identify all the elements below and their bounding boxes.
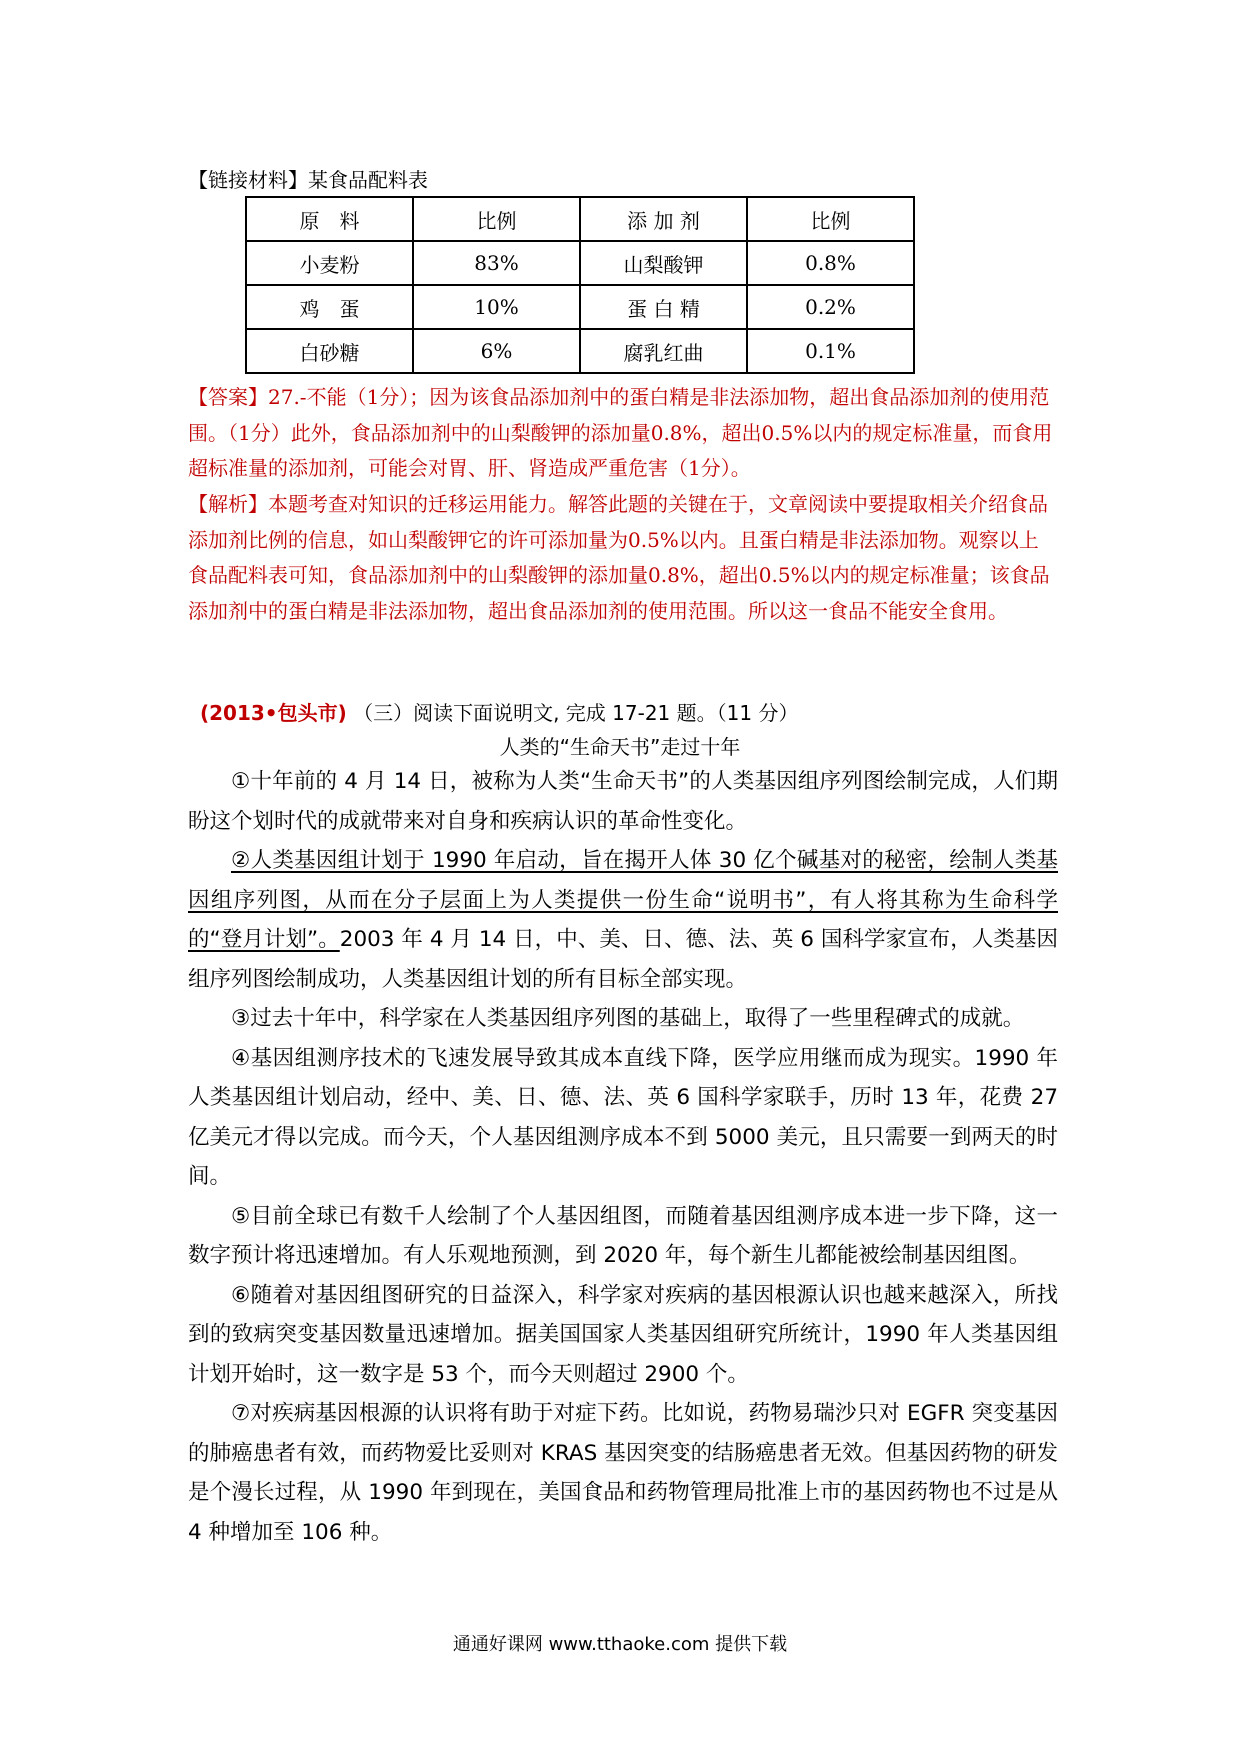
footer: 通通好课网 www.tthaoke.com 提供下载 bbox=[452, 1634, 788, 1655]
paragraph-7: ⑦对疾病基因根源的认识将有助于对症下药。比如说，药物易瑞沙只对 EGFR 突变基因的肺癌患者有效，而药物爱比妥则对 KRAS 基因突变的结肠癌患者无效。但基因药物的研发是个漫长过程，从 1990 年到现在，美国食品和药物管理局批准上市的基因药物也不过是从 4 种增加至 106 种。 bbox=[188, 1401, 1058, 1545]
paragraph-1: ①十年前的 4 月 14 日，被称为人类“生命天书”的人类基因组序列图绘制完成，人们期盼这个划时代的成就带来对自身和疾病认识的革命性变化。 bbox=[188, 769, 1058, 834]
table-header-cell: 比例 bbox=[413, 197, 580, 241]
table-header-row bbox=[246, 197, 914, 241]
paragraph-6: ⑥随着对基因组图研究的日益深入，科学家对疾病的基因根源认识也越来越深入，所找到的致病突变基因数量迅速增加。据美国国家人类基因组研究所统计，1990 年人类基因组计划开始时，这一数字是 53 个，而今天则超过 2900 个。 bbox=[188, 1282, 1058, 1387]
table-cell: 0.1% bbox=[747, 329, 914, 373]
table-cell: 腐乳红曲 bbox=[580, 329, 747, 373]
question-instruction: （三）阅读下面说明文, 完成 17-21 题。（11 分） bbox=[353, 701, 799, 725]
table-cell: 6% bbox=[413, 329, 580, 373]
table-row bbox=[246, 329, 914, 373]
article-body bbox=[188, 762, 1058, 1552]
table-row bbox=[246, 285, 914, 329]
paragraph-4: ④基因组测序技术的飞速发展导致其成本直线下降，医学应用继而成为现实。1990 年人类基因组计划启动，经中、美、日、德、法、英 6 国科学家联手，历时 13 年，花费 27 亿美元才得以完成。而今天，个人基因组测序成本不到 5000 美元，且只需要一到两天的时间。 bbox=[188, 1045, 1058, 1189]
table-cell: 小麦粉 bbox=[246, 241, 413, 285]
ingredient-table bbox=[245, 196, 915, 374]
paragraph-2-rest: 2003 年 4 月 14 日，中、美、日、德、法、英 6 国科学家宣布，人类基因组序列图绘制成功，人类基因组计划的所有目标全部实现。 bbox=[188, 927, 1058, 992]
table-cell: 鸡 蛋 bbox=[246, 285, 413, 329]
material-title: 【链接材料】某食品配料表 bbox=[188, 168, 428, 192]
table-cell: 白砂糖 bbox=[246, 329, 413, 373]
analysis-block bbox=[188, 487, 1058, 629]
analysis-label: 【解析】 bbox=[188, 492, 268, 516]
answer-block bbox=[188, 380, 1058, 487]
table-cell: 0.8% bbox=[747, 241, 914, 285]
table-row bbox=[246, 241, 914, 285]
table-cell: 蛋 白 精 bbox=[580, 285, 747, 329]
table-cell: 0.2% bbox=[747, 285, 914, 329]
analysis-text: 本题考查对知识的迁移运用能力。解答此题的关键在于，文章阅读中要提取相关介绍食品添加剂比例的信息，如山梨酸钾它的许可添加量为0.5%以内。且蛋白精是非法添加物。观察以上食品配料表可知，食品添加剂中的山梨酸钾的添加量0.8%，超出0.5%以内的规定标准量；该食品添加剂中的蛋白精是非法添加物，超出食品添加剂的使用范围。所以这一食品不能安全食用。 bbox=[188, 492, 1050, 623]
answer-label: 【答案】 bbox=[188, 385, 268, 409]
paragraph-3: ③过去十年中，科学家在人类基因组序列图的基础上，取得了一些里程碑式的成就。 bbox=[231, 1006, 1025, 1031]
article-title: 人类的“生命天书”走过十年 bbox=[499, 735, 741, 759]
table-cell: 10% bbox=[413, 285, 580, 329]
answer-text: 27.-不能（1分）；因为该食品添加剂中的蛋白精是非法添加物，超出食品添加剂的使用范围。（1分）此外，食品添加剂中的山梨酸钾的添加量0.8%，超出0.5%以内的规定标准量，而食用超标准量的添加剂，可能会对胃、肝、肾造成严重危害（1分）。 bbox=[188, 385, 1053, 480]
table-header-cell: 原 料 bbox=[246, 197, 413, 241]
question-heading bbox=[200, 697, 798, 726]
paragraph-2 bbox=[188, 841, 1058, 999]
table-cell: 83% bbox=[413, 241, 580, 285]
underlined-sentence: ②人类基因组计划于 1990 年启动，旨在揭开人体 30 亿个碱基对的秘密，绘制人类基因组序列图，从而在分子层面上为人类提供一份生命“说明书”，有人将其称为生命科学的“登月计划”。 bbox=[188, 848, 1058, 952]
question-source: (2013•包头市) bbox=[200, 701, 347, 725]
paragraph-5: ⑤目前全球已有数千人绘制了个人基因组图，而随着基因组测序成本进一步下降，这一数字预计将迅速增加。有人乐观地预测，到 2020 年，每个新生儿都能被绘制基因组图。 bbox=[188, 1203, 1058, 1268]
table-header-cell: 比例 bbox=[747, 197, 914, 241]
table-cell: 山梨酸钾 bbox=[580, 241, 747, 285]
table-header-cell: 添 加 剂 bbox=[580, 197, 747, 241]
